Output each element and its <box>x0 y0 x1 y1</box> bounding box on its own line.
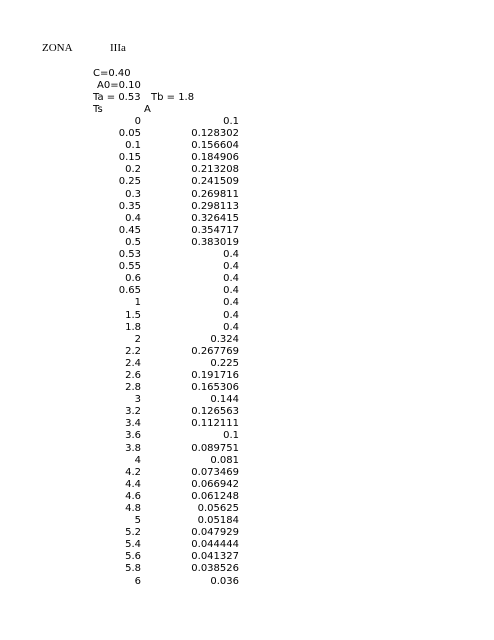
table-row <box>93 370 239 382</box>
ts-value: 0.6 <box>125 273 141 285</box>
ts-value: 5.8 <box>125 563 141 575</box>
a-value: 0.073469 <box>191 466 239 478</box>
ts-value: 4.4 <box>125 478 141 490</box>
a-value: 0.038526 <box>191 563 239 575</box>
table-row <box>93 201 239 213</box>
table-row <box>93 176 239 188</box>
table-row <box>93 527 239 539</box>
a-value: 0.241509 <box>191 176 239 188</box>
ts-value: 0.35 <box>118 200 141 212</box>
table-row <box>93 189 239 201</box>
a-value: 0.4 <box>223 285 239 297</box>
table-row <box>93 551 239 563</box>
a-value: 0.269811 <box>191 188 239 200</box>
ts-value: 0.25 <box>118 176 141 188</box>
a-value: 0.144 <box>210 394 239 406</box>
ts-value: 2.4 <box>125 357 141 369</box>
table-row <box>93 576 239 588</box>
a-value: 0.4 <box>223 273 239 285</box>
a-value: 0.213208 <box>191 164 239 176</box>
table-row <box>93 539 239 551</box>
ts-value: 0.53 <box>118 249 141 261</box>
table-row <box>93 406 239 418</box>
ts-value: 0.3 <box>125 188 141 200</box>
table-row <box>93 128 239 140</box>
ts-value: 0.65 <box>118 285 141 297</box>
a-value: 0.267769 <box>191 345 239 357</box>
a-value: 0.061248 <box>191 490 239 502</box>
table-row <box>93 116 239 128</box>
a-value: 0.1 <box>223 116 239 127</box>
ts-value: 0.1 <box>125 140 141 152</box>
a-value: 0.081 <box>210 454 239 466</box>
table-row <box>93 430 239 442</box>
a-value: 0.225 <box>210 357 239 369</box>
ts-value: 0.4 <box>125 212 141 224</box>
ts-value: 1.8 <box>125 321 141 333</box>
a-value: 0.05625 <box>197 503 239 514</box>
ts-value: 5.4 <box>125 539 141 551</box>
ts-value: 4.8 <box>125 503 141 514</box>
a-value: 0.044444 <box>191 539 239 551</box>
ts-value: 1.5 <box>125 309 141 321</box>
table-row <box>93 503 239 515</box>
a-value: 0.156604 <box>191 140 239 152</box>
zona-value: IIIa <box>110 42 126 54</box>
a-value: 0.05184 <box>197 515 239 527</box>
ts-value: 4.6 <box>125 490 141 502</box>
table-row <box>93 273 239 285</box>
column-header-ts: Ts <box>93 104 103 115</box>
table-row <box>93 140 239 152</box>
table-row <box>93 455 239 467</box>
ts-value: 0.45 <box>118 224 141 236</box>
ts-value: 6 <box>134 575 141 587</box>
table-row <box>93 515 239 527</box>
a-value: 0.4 <box>223 261 239 273</box>
table-row <box>93 237 239 249</box>
ts-value: 0.2 <box>125 164 141 176</box>
table-row <box>93 152 239 164</box>
table-row <box>93 443 239 455</box>
a-value: 0.047929 <box>191 527 239 539</box>
table-row <box>93 418 239 430</box>
ts-value: 2.8 <box>125 382 141 394</box>
a-value: 0.4 <box>223 321 239 333</box>
ts-value: 2.2 <box>125 345 141 357</box>
a-value: 0.4 <box>223 297 239 309</box>
table-row <box>93 358 239 370</box>
ts-value: 0.05 <box>118 128 141 140</box>
ts-value: 3.2 <box>125 406 141 418</box>
table-row <box>93 479 239 491</box>
a-value: 0.354717 <box>191 224 239 236</box>
a-value: 0.041327 <box>191 551 239 563</box>
param-a0: A0=0.10 <box>97 80 141 91</box>
table-row <box>93 382 239 394</box>
a-value: 0.324 <box>210 333 239 345</box>
ts-value: 2 <box>134 333 141 345</box>
a-value: 0.1 <box>223 430 239 442</box>
table-row <box>93 225 239 237</box>
table-row <box>93 249 239 261</box>
column-header-a: A <box>144 104 151 115</box>
ts-value: 5.6 <box>125 551 141 563</box>
a-value: 0.165306 <box>191 382 239 394</box>
ts-value: 3 <box>134 394 141 406</box>
ts-value: 2.6 <box>125 369 141 381</box>
table-row <box>93 346 239 358</box>
ts-value: 4 <box>134 454 141 466</box>
table-row <box>93 213 239 225</box>
a-value: 0.112111 <box>191 418 239 430</box>
table-row <box>93 285 239 297</box>
ts-value: 0 <box>134 116 141 127</box>
a-value: 0.4 <box>223 309 239 321</box>
param-ta: Ta = 0.53 <box>93 92 141 103</box>
ts-value: 4.2 <box>125 466 141 478</box>
ts-value: 0.5 <box>125 236 141 248</box>
ts-value: 3.6 <box>125 430 141 442</box>
table-row <box>93 164 239 176</box>
a-value: 0.036 <box>210 575 239 587</box>
a-value: 0.128302 <box>191 128 239 140</box>
a-value: 0.089751 <box>191 442 239 454</box>
ts-value: 3.4 <box>125 418 141 430</box>
a-value: 0.066942 <box>191 478 239 490</box>
ts-value: 1 <box>134 297 141 309</box>
a-value: 0.184906 <box>191 152 239 164</box>
param-c: C=0.40 <box>93 68 131 79</box>
table-row <box>93 310 239 322</box>
a-value: 0.298113 <box>191 200 239 212</box>
a-value: 0.126563 <box>191 406 239 418</box>
table-row <box>93 334 239 346</box>
table-row <box>93 394 239 406</box>
a-value: 0.383019 <box>191 236 239 248</box>
ts-value: 5.2 <box>125 527 141 539</box>
a-value: 0.326415 <box>191 212 239 224</box>
table-row <box>93 261 239 273</box>
ts-value: 0.15 <box>118 152 141 164</box>
table-row <box>93 563 239 575</box>
table-row <box>93 467 239 479</box>
param-tb: Tb = 1.8 <box>151 92 195 103</box>
ts-value: 5 <box>134 515 141 527</box>
table-row <box>93 491 239 503</box>
ts-value: 3.8 <box>125 442 141 454</box>
table-row <box>93 297 239 309</box>
table-row <box>93 322 239 334</box>
data-table <box>93 116 239 588</box>
a-value: 0.191716 <box>191 369 239 381</box>
ts-value: 0.55 <box>118 261 141 273</box>
zona-label: ZONA <box>42 42 73 54</box>
a-value: 0.4 <box>223 249 239 261</box>
